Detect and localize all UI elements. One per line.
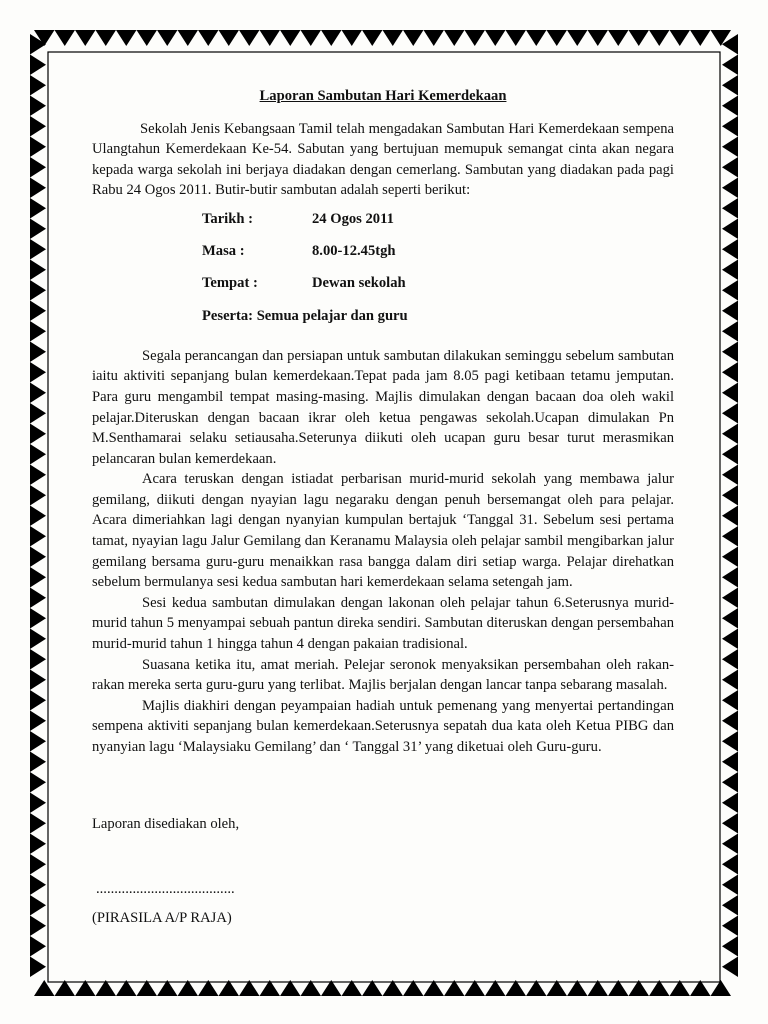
- signer-name: (PIRASILA A/P RAJA): [92, 910, 232, 926]
- prepared-by-label: Laporan disediakan oleh,: [92, 816, 240, 832]
- date-value: 24 Ogos 2011: [312, 210, 394, 227]
- place-label: Tempat :: [202, 275, 258, 292]
- place-value: Dewan sekolah: [312, 275, 406, 292]
- body-paragraph: Suasana ketika itu, amat meriah. Pelejar seronok menyaksikan persembahan oleh rakan-rakan mereka serta guru-guru yang terlibat. Majlis berjalan dengan lancar tanpa sebarang masalah.: [92, 656, 674, 694]
- body-paragraph: Segala perancangan dan persiapan untuk sambutan dilakukan seminggu sebelum sambutan iaitu aktiviti sepanjang bulan kemerdekaan.Tepat pada jam 8.05 pagi ketibaan tetamu jemputan. Para guru mengambil tempat masing-masing. Majlis dimulakan dengan bacaan doa oleh wakil pelajar.Diteruskan dengan bacaan ikrar oleh ketua pengawas sekolah.Ucapan dimulakan Pn M.Senthamarai selaku setiausaha.Seterunya diikuti oleh ucapan guru besar turut merasmikan pelancaran bulan kemerdekaan.: [92, 347, 674, 467]
- body-paragraph: Majlis diakhiri dengan peyampaian hadiah untuk pemenang yang menyertai pertandingan sempena aktiviti sepanjang bulan kemerdekaan.Seterusnya sepatah dua kata oleh Ketua PIBG dan nyanyian lagu ‘Malaysiaku Gemilang’ dan ‘ Tanggal 31’ yang diketuai oleh Guru-guru.: [92, 697, 674, 755]
- time-value: 8.00-12.45tgh: [312, 243, 396, 260]
- body-paragraph: Acara teruskan dengan istiadat perbarisan murid-murid sekolah yang membawa jalur gemilang, diikuti dengan nyayian lagu negaraku dengan penuh bersemangat oleh para pelajar. Acara dimeriahkan lagi dengan nyanyian kumpulan bertajuk ‘Tanggal 31. Sebelum sesi pertama tamat, nyayian lagu Jalur Gemilang dan Keranamu Malaysia oleh pelajar sambil mengibarkan jalur gemilang bersama guru-guru menaikkan rasa bangga dalam diri setiap warga. Pelajar direhatkan sebelum bermulanya sesi kedua sambutan hari kemerdekaan selama setengah jam.: [92, 471, 674, 591]
- date-row: [202, 209, 674, 241]
- time-label: Masa :: [202, 243, 245, 260]
- participants-row: Peserta: Semua pelajar dan guru: [202, 307, 408, 324]
- body-paragraph: Sesi kedua sambutan dimulakan dengan lakonan oleh pelajar tahun 6.Seterusnya murid-murid tahun 5 menyampai sebuah pantun direka sendiri. Sambutan diteruskan dengan persembahan murid-murid tahun 1 hingga tahun 4 dengan pakaian tradisional.: [92, 594, 674, 653]
- signature-line: ......................................: [96, 881, 235, 897]
- date-label: Tarikh :: [202, 210, 253, 227]
- time-row: [202, 241, 674, 273]
- report-title: Laporan Sambutan Hari Kemerdekaan: [259, 88, 507, 104]
- report-body: [92, 86, 674, 758]
- place-row: [202, 273, 674, 305]
- intro-paragraph: Sekolah Jenis Kebangsaan Tamil telah mengadakan Sambutan Hari Kemerdekaan sempena Ulangtahun Kemerdekaan Ke-54. Sabutan yang bertujuan memupuk semangat cinta akan negara kepada warga sekolah ini berjaya diadakan dengan cemerlang. Sambutan yang diadakan pada pagi Rabu 24 Ogos 2011. Butir-butir sambutan adalah seperti berikut:: [92, 120, 674, 199]
- event-details: [202, 209, 674, 338]
